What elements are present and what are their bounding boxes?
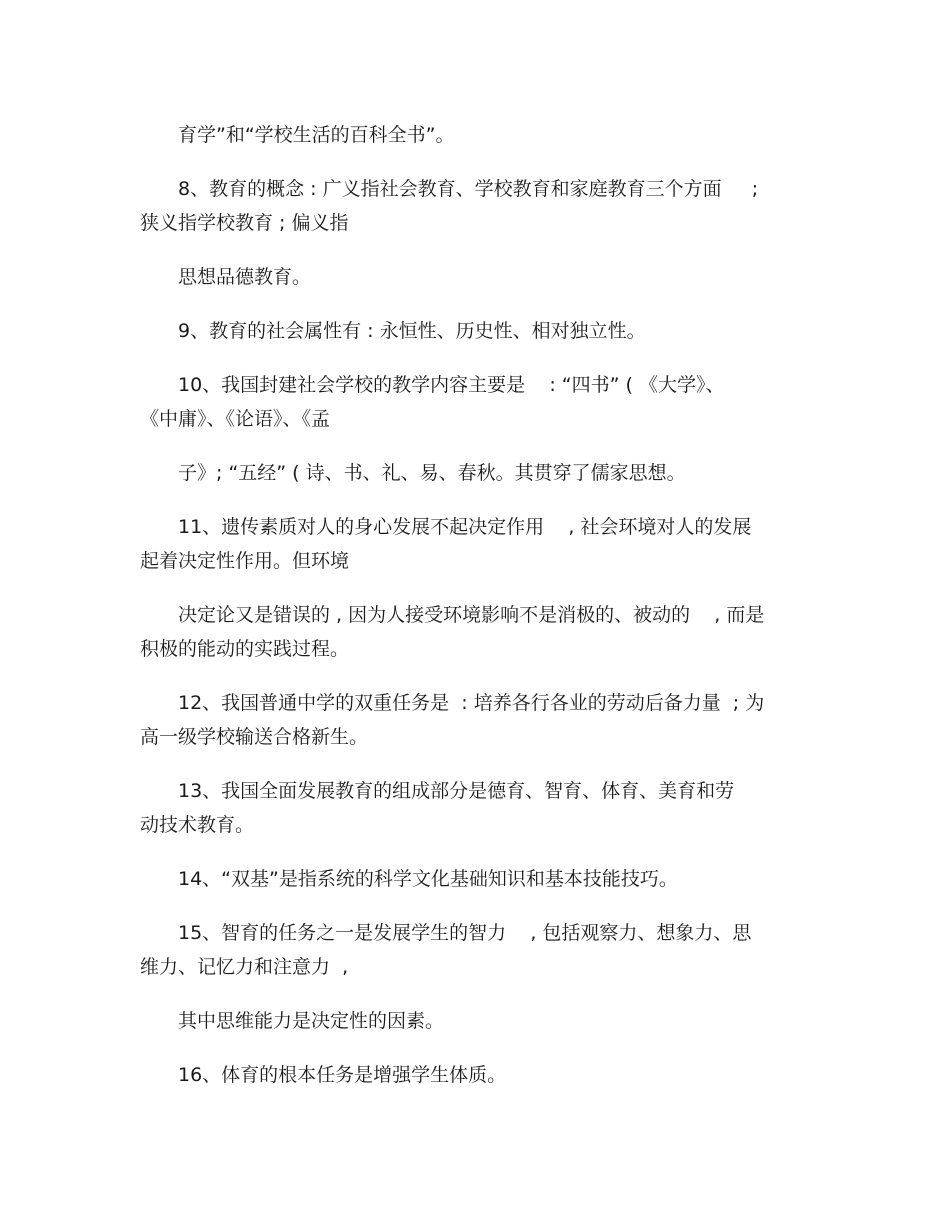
text-line-20: 其中思维能力是决定性的因素。 (178, 1010, 445, 1032)
text-line-7: 《中庸》、《论语》、《孟 (140, 408, 331, 430)
text-line-16: 动技术教育。 (140, 814, 255, 836)
text-line-19: 维力、记忆力和注意力 , (140, 956, 349, 978)
text-line-12: 积极的能动的实践过程。 (140, 638, 350, 660)
text-line-2: 8、教育的概念 : 广义指社会教育、学校教育和家庭教育三个方面 ; (178, 178, 759, 200)
text-line-21: 16、体育的根本任务是增强学生体质。 (178, 1064, 507, 1086)
text-line-14: 高一级学校输送合格新生。 (140, 726, 369, 748)
text-line-13: 12、我国普通中学的双重任务是 : 培养各行各业的劳动后备力量 ; 为 (178, 692, 765, 714)
text-line-17: 14、“双基”是指系统的科学文化基础知识和基本技能技巧。 (178, 868, 678, 890)
text-line-15: 13、我国全面发展教育的组成部分是德育、智育、体育、美育和劳 (178, 780, 735, 802)
text-line-8: 子》; “五经” ( 诗、书、礼、易、春秋。其贯穿了儒家思想。 (178, 462, 686, 484)
text-line-6: 10、我国封建社会学校的教学内容主要是 : “四书” ( 《大学》、 (178, 374, 725, 396)
text-line-3: 狭义指学校教育 ; 偏义指 (140, 212, 349, 234)
text-line-11: 决定论又是错误的 , 因为人接受环境影响不是消极的、被动的 , 而是 (178, 604, 765, 626)
text-line-18: 15、智育的任务之一是发展学生的智力 , 包括观察力、想象力、思 (178, 922, 752, 944)
text-line-9: 11、遗传素质对人的身心发展不起决定作用 , 社会环境对人的发展 (178, 516, 752, 538)
text-line-10: 起着决定性作用。但环境 (140, 550, 350, 572)
text-line-1: 育学”和“学校生活的百科全书”。 (178, 124, 455, 146)
text-line-5: 9、教育的社会属性有 : 永恒性、历史性、相对独立性。 (178, 320, 646, 342)
text-line-4: 思想品德教育。 (178, 266, 312, 288)
